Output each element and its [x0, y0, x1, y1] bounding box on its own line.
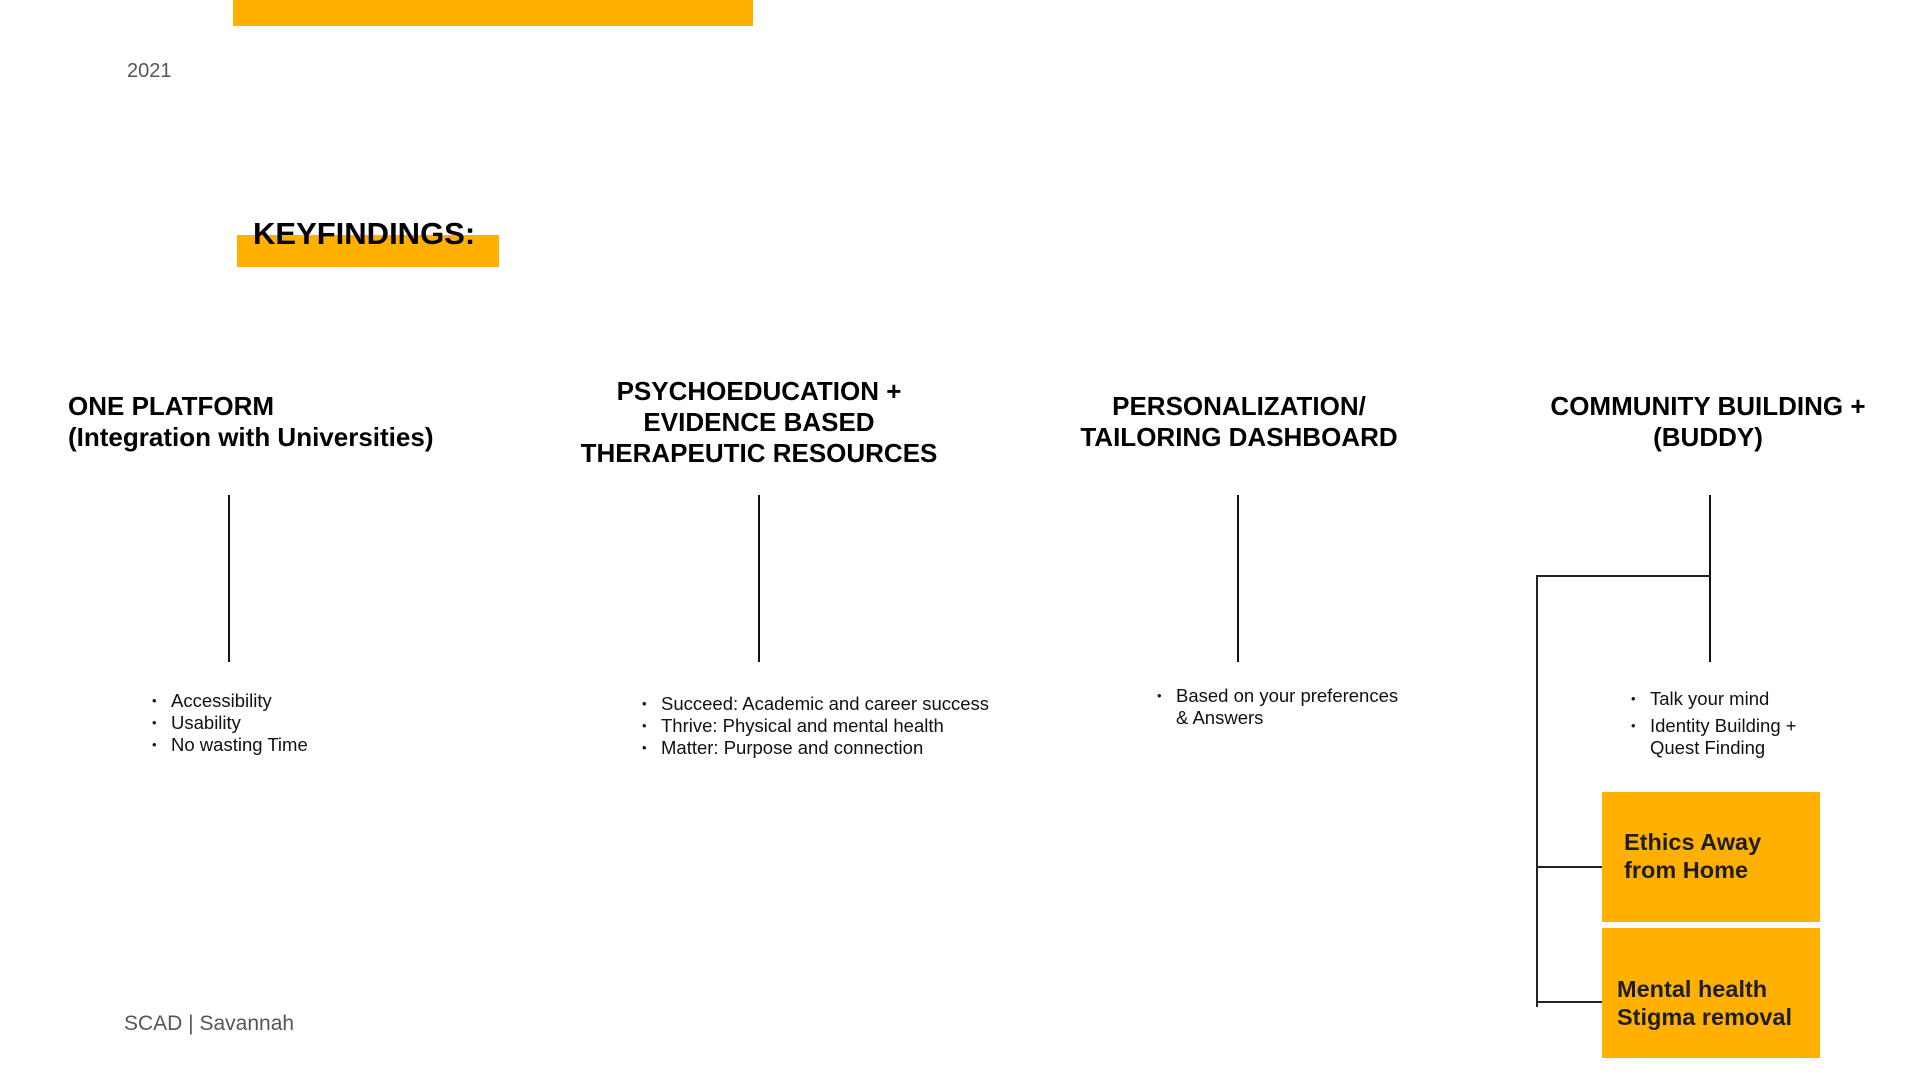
- bracket-top-line: [1536, 575, 1710, 577]
- bracket-branch-line: [1536, 1001, 1602, 1003]
- bullet-item: • Matter: Purpose and connection: [642, 737, 989, 759]
- bullet-item: & Answers: [1176, 707, 1264, 728]
- bullet-item: • Based on your preferences: [1157, 685, 1398, 707]
- ethics-away-label: [1624, 828, 1761, 884]
- connector-line: [1237, 495, 1239, 662]
- column-title-line: COMMUNITY BUILDING +: [1550, 391, 1866, 421]
- bullet-list-psychoeducation: [642, 693, 989, 759]
- bullet-list-one-platform: [152, 690, 308, 756]
- column-title-line: ONE PLATFORM: [68, 391, 275, 421]
- bullet-item: • Identity Building +: [1631, 715, 1797, 737]
- bullet-item: • Usability: [152, 712, 308, 734]
- column-title-line: PERSONALIZATION/: [1112, 391, 1366, 421]
- column-title-community-building: [1538, 391, 1878, 453]
- year-label: 2021: [127, 60, 172, 82]
- connector-line: [1709, 495, 1711, 662]
- bracket-vertical-line: [1536, 575, 1538, 1007]
- keyfindings-title: KEYFINDINGS:: [253, 216, 476, 251]
- box-label-line: from Home: [1624, 857, 1749, 883]
- connector-line: [228, 495, 230, 662]
- column-title-line: THERAPEUTIC RESOURCES: [580, 438, 938, 468]
- column-title-psychoeducation: [559, 376, 959, 469]
- footer-label: SCAD | Savannah: [124, 1012, 295, 1035]
- mental-health-label: [1617, 975, 1792, 1031]
- column-title-line: PSYCHOEDUCATION +: [616, 376, 902, 406]
- bullet-list-community: [1631, 688, 1797, 742]
- column-title-personalization: [1058, 391, 1420, 453]
- box-label-line: Stigma removal: [1617, 1004, 1793, 1030]
- column-title-line: (BUDDY): [1653, 422, 1763, 452]
- box-label-line: Ethics Away: [1624, 829, 1762, 855]
- bullet-continuation: Quest Finding: [1650, 737, 1766, 758]
- bullet-item: • No wasting Time: [152, 734, 308, 756]
- bracket-branch-line: [1536, 866, 1602, 868]
- column-title-line: EVIDENCE BASED: [643, 407, 875, 437]
- column-title-line: (Integration with Universities): [68, 422, 434, 452]
- bullet-item: • Succeed: Academic and career success: [642, 693, 989, 715]
- column-title-one-platform: [68, 391, 434, 453]
- box-label-line: Mental health: [1617, 976, 1768, 1002]
- top-accent-bar: [233, 0, 753, 26]
- bullet-list-personalization: [1157, 685, 1398, 729]
- column-title-line: TAILORING DASHBOARD: [1080, 422, 1398, 452]
- bullet-item: • Thrive: Physical and mental health: [642, 715, 989, 737]
- bullet-item: • Accessibility: [152, 690, 308, 712]
- connector-line: [758, 495, 760, 662]
- bullet-item: • Talk your mind: [1631, 688, 1797, 710]
